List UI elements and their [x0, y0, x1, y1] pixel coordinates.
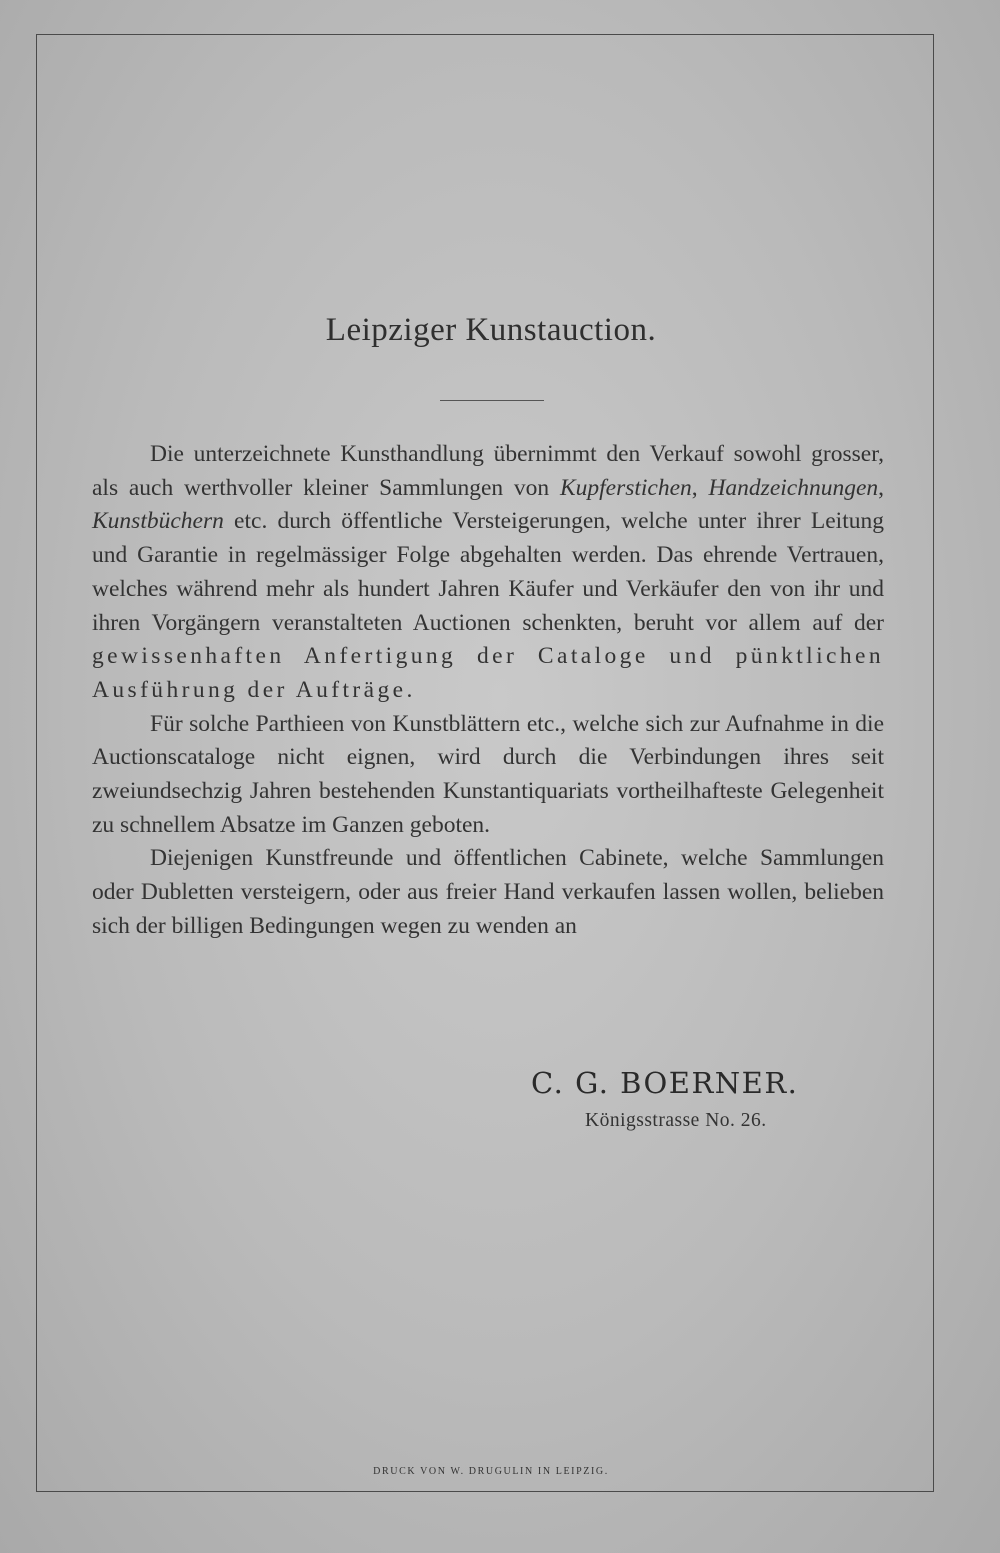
paragraph-1-intro: Die unterzeichnete Kunsthandlung übernimmt den Verkauf sowohl grosser, als auch werthvoller kleiner Sammlungen von [92, 441, 884, 501]
firm-address: Königsstrasse No. 26. [585, 1110, 767, 1131]
paragraph-1 [92, 438, 884, 708]
paragraph-3: Diejenigen Kunstfreunde und öffentlichen Cabinete, welche Sammlungen oder Dubletten versteigern, oder aus freier Hand verkaufen lassen wollen, belieben sich der billigen Bedingungen wegen zu wenden an [92, 845, 884, 939]
italic-term-3: Kunstbüchern [92, 508, 224, 535]
separator: , [878, 474, 885, 501]
italic-term-2: Handzeichnungen [708, 474, 879, 501]
paragraph-1-spaced-text: gewissenhaften Anfertigung der Cataloge und pünktlichen Ausführung der Aufträge. [92, 643, 884, 703]
separator: , [691, 474, 709, 501]
paragraph-2: Für solche Parthieen von Kunstblättern etc., welche sich zur Aufnahme in die Auctionscataloge nicht eignen, wird durch die Verbindungen ihres seit zweiundsechzig Jahren bestehenden Kunstantiquariats vortheilhafteste Gelegenheit zu schnellem Absatze im Ganzen geboten. [92, 710, 884, 838]
body-text [92, 438, 884, 944]
paragraph-1-main: etc. durch öffentliche Versteigerungen, welche unter ihrer Leitung und Garantie in regelmässiger Folge abgehalten werden. Das ehrende Vertrauen, welches während mehr als hundert Jahren Käufer und Verkäufer den von ihr und ihren Vorgängern veranstalteten Auctionen schenkten, beruht vor allem auf der [92, 508, 884, 636]
page-title: Leipziger Kunstauction. [325, 312, 657, 348]
title-divider [440, 400, 544, 401]
italic-term-1: Kupferstichen [559, 474, 692, 501]
firm-name: C. G. BOERNER. [531, 1066, 799, 1100]
printer-imprint: DRUCK VON W. DRUGULIN IN LEIPZIG. [373, 1466, 609, 1477]
